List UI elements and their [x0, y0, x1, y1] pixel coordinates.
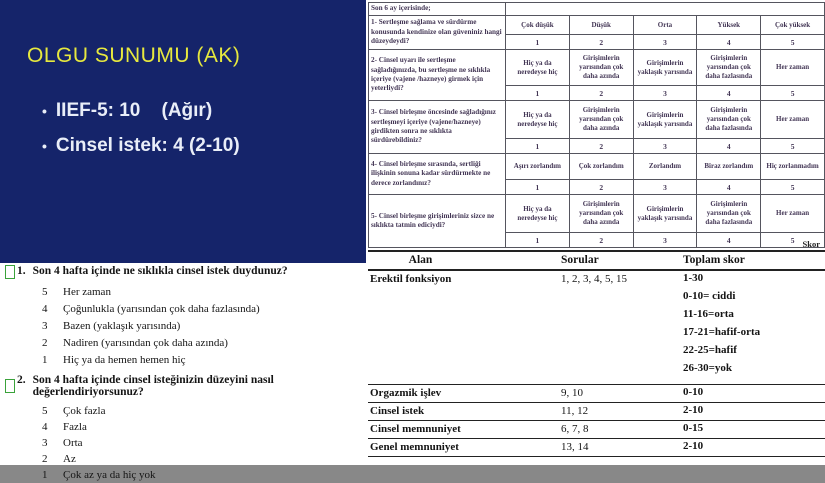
option-cell: Girişimlerin yarısından çok daha azında [569, 195, 633, 233]
domain-cell: Genel memnuniyet [368, 439, 473, 457]
option-row [42, 318, 363, 335]
option-label: Her zaman [63, 286, 111, 298]
option-cell: Hiç ya da neredeyse hiç [506, 195, 570, 233]
option-label: Az [63, 453, 76, 465]
value-cell: 4 [697, 139, 761, 154]
question-number: 2. [17, 374, 26, 386]
domain-cell: Erektil fonksiyon [368, 270, 473, 385]
period-header-cell: Son 6 ay içerisinde; [369, 3, 506, 16]
option-value: 1 [42, 469, 48, 481]
option-row [42, 451, 363, 467]
score-cell [658, 385, 825, 403]
value-cell: 4 [697, 180, 761, 195]
value-cell: 2 [569, 35, 633, 50]
score-cell [658, 270, 825, 385]
domain-score-table [368, 250, 825, 457]
option-label: Çok az ya da hiç yok [63, 469, 156, 481]
option-value: 5 [42, 286, 48, 298]
bullet-icon: • [42, 138, 47, 154]
value-cell: 3 [633, 86, 697, 101]
option-cell: Girişimlerin yarısından çok daha fazlasında [697, 101, 761, 139]
bullet-item [42, 135, 240, 157]
option-cell: Girişimlerin yaklaşık yarısında [633, 50, 697, 86]
table-row [368, 270, 825, 385]
option-value: 3 [42, 320, 48, 332]
value-cell: 2 [569, 180, 633, 195]
questions-cell: 13, 14 [473, 439, 658, 457]
option-row [42, 352, 363, 369]
option-value: 4 [42, 303, 48, 315]
option-cell: Hiç ya da neredeyse hiç [506, 101, 570, 139]
value-cell: 4 [697, 35, 761, 50]
option-cell: Her zaman [761, 195, 825, 233]
question-cell: 3- Cinsel birleşme öncesinde sağladığınız sertleşmeyi içeriye (vajene/hazneye) girdikten sonra ne sıklıkta sürdürebildiniz? [369, 101, 506, 154]
option-cell: Orta [633, 16, 697, 35]
option-label: Çoğunlukla (yarısından çok daha fazlasında) [63, 303, 260, 315]
option-cell: Her zaman [761, 50, 825, 86]
option-cell: Girişimlerin yaklaşık yarısında [633, 195, 697, 233]
score-line: 2-10 [683, 440, 704, 452]
value-cell: 3 [633, 233, 697, 248]
score-line: 22-25=hafif [683, 344, 737, 356]
value-cell: 2 [569, 86, 633, 101]
score-line: 26-30=yok [683, 362, 733, 374]
option-cell: Çok yüksek [761, 16, 825, 35]
table-header-row [368, 251, 825, 270]
option-label: Nadiren (yarısından çok daha azında) [63, 337, 228, 349]
option-value: 4 [42, 421, 48, 433]
column-header-sorular: Sorular [473, 251, 658, 270]
value-cell: 2 [569, 139, 633, 154]
column-header-toplam-skor: Toplam skor [658, 251, 825, 270]
value-cell: 1 [506, 86, 570, 101]
domain-cell: Cinsel istek [368, 403, 473, 421]
value-cell: 3 [633, 180, 697, 195]
option-cell: Aşırı zorlandım [506, 154, 570, 180]
option-row [42, 403, 363, 419]
bullet-list [42, 100, 240, 170]
domain-cell: Cinsel memnuniyet [368, 421, 473, 439]
option-cell: Yüksek [697, 16, 761, 35]
questionnaire [5, 265, 363, 483]
score-line: 1-30 [683, 272, 704, 284]
option-value: 2 [42, 453, 48, 465]
questions-cell: 9, 10 [473, 385, 658, 403]
value-cell: 5 [761, 180, 825, 195]
question-number: 1. [17, 265, 26, 277]
table-row [368, 421, 825, 439]
question-header [5, 265, 363, 279]
option-row [42, 284, 363, 301]
iief-table [368, 2, 825, 248]
questions-cell: 11, 12 [473, 403, 658, 421]
value-cell: 5 [761, 233, 825, 248]
option-cell: Girişimlerin yarısından çok daha azında [569, 101, 633, 139]
question-cell: 2- Cinsel uyarı ile sertleşme sağladığınızda, bu sertleşme ne sıklıkla içeriye (vajene /hazneye) girmek için yeterliydi? [369, 50, 506, 101]
option-cell: Hiç ya da neredeyse hiç [506, 50, 570, 86]
column-header-alan: Alan [368, 251, 473, 270]
option-cell: Biraz zorlandım [697, 154, 761, 180]
score-line: 0-10 [683, 386, 704, 398]
question-text: Son 4 hafta içinde ne sıklıkla cinsel istek duydunuz? [32, 265, 288, 277]
option-row [42, 419, 363, 435]
option-label: Orta [63, 437, 83, 449]
value-cell: 4 [697, 86, 761, 101]
bullet-icon: • [42, 103, 47, 119]
score-cell [658, 439, 825, 457]
question-text: Son 4 hafta içinde cinsel isteğinizin düzeyini nasıl değerlendiriyorsunuz? [32, 374, 274, 398]
score-cell [658, 421, 825, 439]
table-row [368, 439, 825, 457]
option-value: 3 [42, 437, 48, 449]
option-cell: Çok zorlandım [569, 154, 633, 180]
table-row [368, 385, 825, 403]
option-value: 2 [42, 337, 48, 349]
bullet-text: Cinsel istek: 4 (2-10) [55, 135, 240, 156]
score-line: 2-10 [683, 404, 704, 416]
case-panel [0, 0, 366, 263]
option-list [42, 403, 363, 483]
question-cell: 4- Cinsel birleşme sırasında, sertliği ilişkinin sonuna kadar sürdürmekte ne derece zorlandınız? [369, 154, 506, 195]
option-cell: Her zaman [761, 101, 825, 139]
value-cell: 1 [506, 139, 570, 154]
value-cell: 5 [761, 35, 825, 50]
option-row [42, 467, 363, 483]
score-line: 0-10= ciddi [683, 290, 736, 302]
option-cell: Düşük [569, 16, 633, 35]
value-cell: 4 [697, 233, 761, 248]
option-cell: Hiç zorlanmadım [761, 154, 825, 180]
option-cell: Zorlandım [633, 154, 697, 180]
value-cell: 3 [633, 35, 697, 50]
questions-cell: 6, 7, 8 [473, 421, 658, 439]
question-header [5, 374, 363, 398]
score-line: 17-21=hafif-orta [683, 326, 761, 338]
bullet-text: IIEF-5: 10 (Ağır) [55, 100, 213, 121]
value-cell: 1 [506, 233, 570, 248]
option-row [42, 435, 363, 451]
value-cell: 5 [761, 86, 825, 101]
questionnaire-item [5, 374, 363, 483]
option-list [42, 284, 363, 369]
value-cell: 1 [506, 180, 570, 195]
question-cell: 1- Sertleşme sağlama ve sürdürme konusunda kendinize olan güveniniz hangi düzeydeydi? [369, 16, 506, 50]
question-cell: 5- Cinsel birleşme girişimleriniz sizce ne sıklıkta tatmin ediciydi? [369, 195, 506, 248]
value-cell: 3 [633, 139, 697, 154]
checkbox-outline-icon [5, 379, 15, 393]
checkbox-outline-icon [5, 265, 15, 279]
domain-cell: Orgazmik işlev [368, 385, 473, 403]
score-cell [658, 403, 825, 421]
option-cell: Girişimlerin yarısından çok daha fazlasında [697, 50, 761, 86]
option-cell: Girişimlerin yarısından çok daha fazlasında [697, 195, 761, 233]
value-cell: 5 [761, 139, 825, 154]
score-line: 0-15 [683, 422, 704, 434]
option-row [42, 301, 363, 318]
option-label: Hiç ya da hemen hemen hiç [63, 354, 186, 366]
score-label: Skor [802, 239, 820, 249]
option-row [42, 335, 363, 352]
blank-cell [506, 3, 825, 16]
option-value: 5 [42, 405, 48, 417]
option-cell: Çok düşük [506, 16, 570, 35]
questionnaire-item [5, 265, 363, 369]
option-cell: Girişimlerin yarısından çok daha azında [569, 50, 633, 86]
table-row [368, 403, 825, 421]
option-label: Çok fazla [63, 405, 106, 417]
option-label: Bazen (yaklaşık yarısında) [63, 320, 181, 332]
value-cell: 2 [569, 233, 633, 248]
option-label: Fazla [63, 421, 87, 433]
score-line: 11-16=orta [683, 308, 734, 320]
questions-cell: 1, 2, 3, 4, 5, 15 [473, 270, 658, 385]
option-value: 1 [42, 354, 48, 366]
bullet-item [42, 100, 240, 122]
value-cell: 1 [506, 35, 570, 50]
option-cell: Girişimlerin yaklaşık yarısında [633, 101, 697, 139]
page-title: OLGU SUNUMU (AK) [27, 44, 241, 67]
